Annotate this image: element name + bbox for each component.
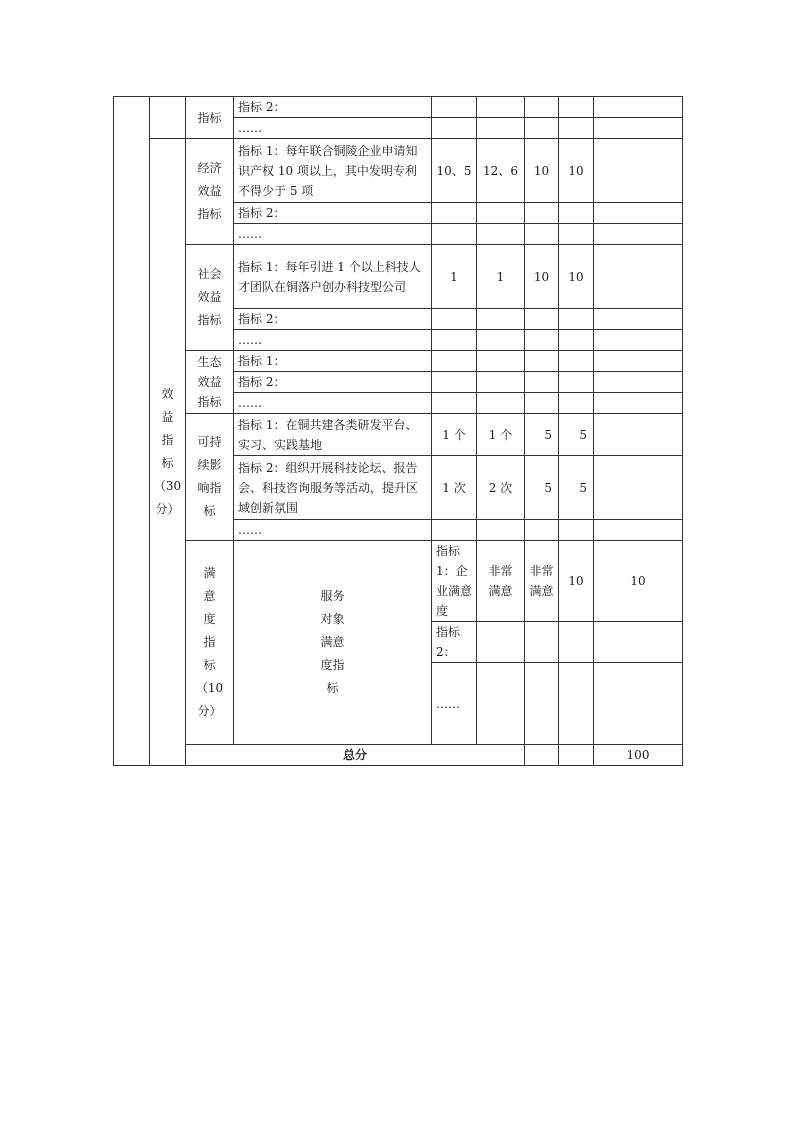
sustain-ind2-actual: 2 次	[477, 456, 525, 520]
satisfaction-ind1-score: 10	[594, 541, 683, 622]
economic-ind1-score: 10	[559, 139, 594, 203]
sustain-indicator-2: 指标 2：组织开展科技论坛、报告会、科技咨询服务等活动，提升区域创新氛围	[234, 456, 432, 520]
satisfaction-level2-label: 满 意 度 指 标 （10 分）	[186, 541, 234, 745]
sustain-indicator-1: 指标 1：在铜共建各类研发平台、实习、实践基地	[234, 414, 432, 456]
economic-ind1-actual: 12、6	[477, 139, 525, 203]
satisfaction-level3-label: 服务 对象 满意 度指 标	[234, 541, 432, 745]
level1-cell	[114, 97, 150, 766]
sustain-ind1-annual: 1 个	[432, 414, 477, 456]
eco-indicator-2: 指标 2：	[234, 372, 432, 393]
top-indicator-dots: ……	[234, 118, 432, 139]
satisfaction-indicator-1: 指标 1：企业满意度	[432, 541, 477, 622]
social-indicator-2: 指标 2：	[234, 309, 432, 330]
sustain-ind2-score: 5	[559, 456, 594, 520]
economic-indicator-2: 指标 2：	[234, 203, 432, 224]
eco-indicator-1: 指标 1：	[234, 351, 432, 372]
social-ind1-annual: 1	[432, 245, 477, 309]
satisfaction-indicator-dots: ……	[432, 663, 477, 745]
top-indicator-2: 指标 2：	[234, 97, 432, 118]
sustain-level3-label: 可持 续影 响指 标	[186, 414, 234, 541]
social-indicator-dots: ……	[234, 330, 432, 351]
total-weight: 100	[594, 745, 683, 766]
sustain-ind1-weight: 5	[525, 414, 559, 456]
level2-cell-top	[150, 97, 186, 139]
economic-level3-label: 经济 效益 指标	[186, 139, 234, 245]
sustain-ind1-score: 5	[559, 414, 594, 456]
eco-indicator-dots: ……	[234, 393, 432, 414]
social-ind1-actual: 1	[477, 245, 525, 309]
social-level3-label: 社会 效益 指标	[186, 245, 234, 351]
social-ind1-weight: 10	[525, 245, 559, 309]
sustain-ind1-actual: 1 个	[477, 414, 525, 456]
top-level3-label: 指标	[186, 97, 234, 139]
benefit-level2-label: 效 益 指 标 （30 分）	[150, 139, 186, 766]
satisfaction-indicator-2: 指标 2：	[432, 622, 477, 663]
social-indicator-1: 指标 1：每年引进 1 个以上科技人才团队在铜落户创办科技型公司	[234, 245, 432, 309]
economic-indicator-1: 指标 1：每年联合铜陵企业申请知识产权 10 项以上，其中发明专利不得少于 5 项	[234, 139, 432, 203]
sustain-indicator-dots: ……	[234, 520, 432, 541]
sustain-ind2-annual: 1 次	[432, 456, 477, 520]
satisfaction-ind1-annual: 非常 满意	[477, 541, 525, 622]
sustain-ind2-weight: 5	[525, 456, 559, 520]
economic-indicator-dots: ……	[234, 224, 432, 245]
performance-table	[113, 96, 683, 766]
eco-level3-label: 生态 效益 指标	[186, 351, 234, 414]
satisfaction-ind1-weight: 10	[559, 541, 594, 622]
economic-ind1-annual: 10、5	[432, 139, 477, 203]
total-label: 总分	[186, 745, 525, 766]
satisfaction-ind1-actual: 非常 满意	[525, 541, 559, 622]
social-ind1-score: 10	[559, 245, 594, 309]
economic-ind1-weight: 10	[525, 139, 559, 203]
